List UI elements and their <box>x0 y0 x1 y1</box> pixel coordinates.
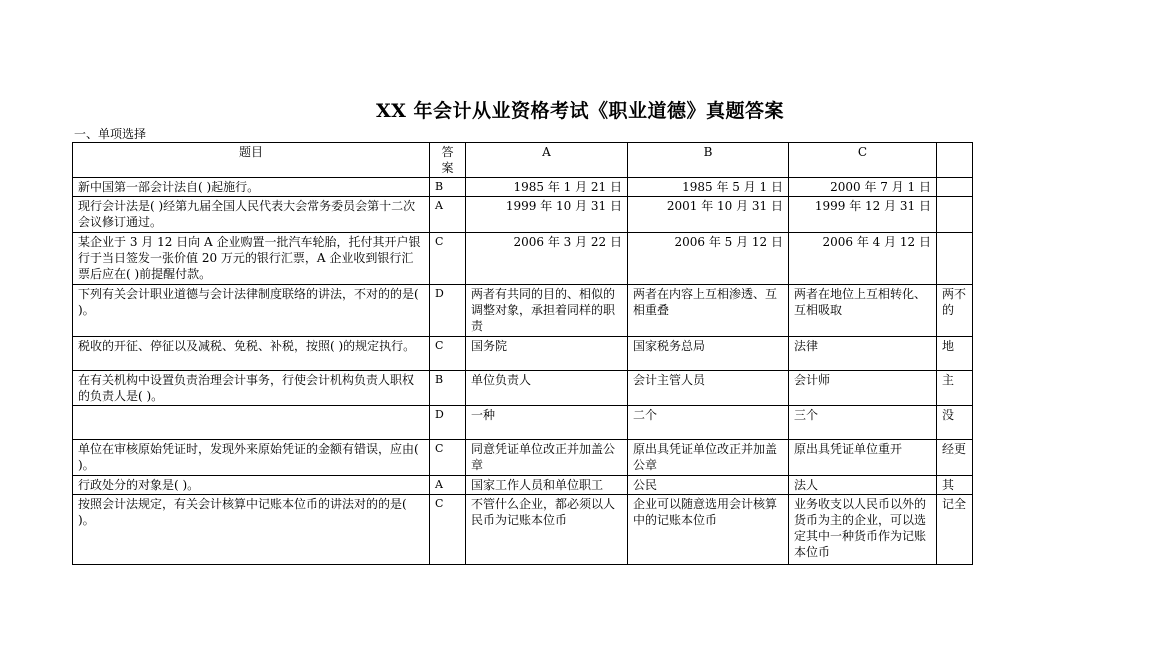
option-c-cell: 两者在地位上互相转化、互相吸取 <box>789 285 937 337</box>
option-c-cell: 2000 年 7 月 1 日 <box>789 178 937 197</box>
answer-cell: B <box>430 178 466 197</box>
answer-cell: C <box>430 233 466 285</box>
table-row <box>73 495 973 565</box>
question-cell: 单位在审核原始凭证时，发现外来原始凭证的金额有错误，应由( )。 <box>73 440 430 476</box>
option-d-cell <box>937 233 973 285</box>
option-b-cell: 会计主管人员 <box>628 371 789 406</box>
header-option-d <box>937 143 973 178</box>
option-a-cell: 国家工作人员和单位职工 <box>466 476 628 495</box>
table-row <box>73 337 973 371</box>
option-c-cell: 法律 <box>789 337 937 371</box>
table-header-row <box>73 143 973 178</box>
option-d-cell <box>937 197 973 233</box>
option-d-cell: 经更 <box>937 440 973 476</box>
question-cell <box>73 406 430 440</box>
option-a-cell: 一种 <box>466 406 628 440</box>
header-option-b: B <box>628 143 789 178</box>
option-d-cell: 主 <box>937 371 973 406</box>
option-a-cell: 1999 年 10 月 31 日 <box>466 197 628 233</box>
question-cell: 现行会计法是( )经第九届全国人民代表大会常务委员会第十二次会议修订通过。 <box>73 197 430 233</box>
option-b-cell: 二个 <box>628 406 789 440</box>
header-option-a: A <box>466 143 628 178</box>
table-row <box>73 197 973 233</box>
option-c-cell: 会计师 <box>789 371 937 406</box>
option-c-cell: 三个 <box>789 406 937 440</box>
option-b-cell: 2001 年 10 月 31 日 <box>628 197 789 233</box>
option-a-cell: 1985 年 1 月 21 日 <box>466 178 628 197</box>
option-a-cell: 国务院 <box>466 337 628 371</box>
question-cell: 按照会计法规定，有关会计核算中记账本位币的讲法对的的是( )。 <box>73 495 430 565</box>
answer-cell: A <box>430 476 466 495</box>
option-d-cell: 两不的 <box>937 285 973 337</box>
option-d-cell <box>937 178 973 197</box>
option-b-cell: 两者在内容上互相渗透、互相重叠 <box>628 285 789 337</box>
answer-cell: C <box>430 337 466 371</box>
table-row <box>73 285 973 337</box>
header-option-c: C <box>789 143 937 178</box>
answer-cell: D <box>430 285 466 337</box>
option-a-cell: 单位负责人 <box>466 371 628 406</box>
option-a-cell: 不管什么企业，都必须以人民币为记账本位币 <box>466 495 628 565</box>
option-d-cell: 地 <box>937 337 973 371</box>
option-a-cell: 两者有共同的目的、相似的调整对象，承担着同样的职责 <box>466 285 628 337</box>
answer-cell: C <box>430 440 466 476</box>
option-a-cell: 同意凭证单位改正并加盖公章 <box>466 440 628 476</box>
option-b-cell: 企业可以随意选用会计核算中的记账本位币 <box>628 495 789 565</box>
header-answer <box>430 143 466 178</box>
question-cell: 税收的开征、停征以及减税、免税、补税，按照( )的规定执行。 <box>73 337 430 371</box>
header-answer-text: 答 案 <box>441 145 454 175</box>
question-cell: 下列有关会计职业道德与会计法律制度联络的讲法，不对的的是( )。 <box>73 285 430 337</box>
option-d-cell: 记全 <box>937 495 973 565</box>
option-a-cell: 2006 年 3 月 22 日 <box>466 233 628 285</box>
option-b-cell: 2006 年 5 月 12 日 <box>628 233 789 285</box>
option-b-cell: 1985 年 5 月 1 日 <box>628 178 789 197</box>
option-d-cell: 其 <box>937 476 973 495</box>
option-c-cell: 1999 年 12 月 31 日 <box>789 197 937 233</box>
table-row <box>73 233 973 285</box>
question-cell: 新中国第一部会计法自( )起施行。 <box>73 178 430 197</box>
section-heading: 一、单项选择 <box>74 127 147 141</box>
header-question: 题目 <box>73 143 430 178</box>
option-c-cell: 业务收支以人民币以外的货币为主的企业，可以选定其中一种货币作为记账本位币 <box>789 495 937 565</box>
option-d-cell: 没 <box>937 406 973 440</box>
table-row <box>73 440 973 476</box>
table-row <box>73 178 973 197</box>
answer-cell: B <box>430 371 466 406</box>
table-row <box>73 406 973 440</box>
option-b-cell: 公民 <box>628 476 789 495</box>
question-cell: 在有关机构中设置负责治理会计事务，行使会计机构负责人职权的负责人是( )。 <box>73 371 430 406</box>
document-title: XX 年会计从业资格考试《职业道德》真题答案 <box>375 100 785 122</box>
option-c-cell: 法人 <box>789 476 937 495</box>
answer-cell: A <box>430 197 466 233</box>
question-cell: 某企业于 3 月 12 日向 A 企业购置一批汽车轮胎，托付其开户银行于当日签发一张价值 20 万元的银行汇票，A 企业收到银行汇票后应在( )前提醒付款。 <box>73 233 430 285</box>
option-b-cell: 原出具凭证单位改正并加盖公章 <box>628 440 789 476</box>
answer-cell: C <box>430 495 466 565</box>
question-cell: 行政处分的对象是( )。 <box>73 476 430 495</box>
option-c-cell: 2006 年 4 月 12 日 <box>789 233 937 285</box>
answer-table <box>72 142 973 565</box>
table-row <box>73 476 973 495</box>
table-row <box>73 371 973 406</box>
answer-cell: D <box>430 406 466 440</box>
option-b-cell: 国家税务总局 <box>628 337 789 371</box>
option-c-cell: 原出具凭证单位重开 <box>789 440 937 476</box>
